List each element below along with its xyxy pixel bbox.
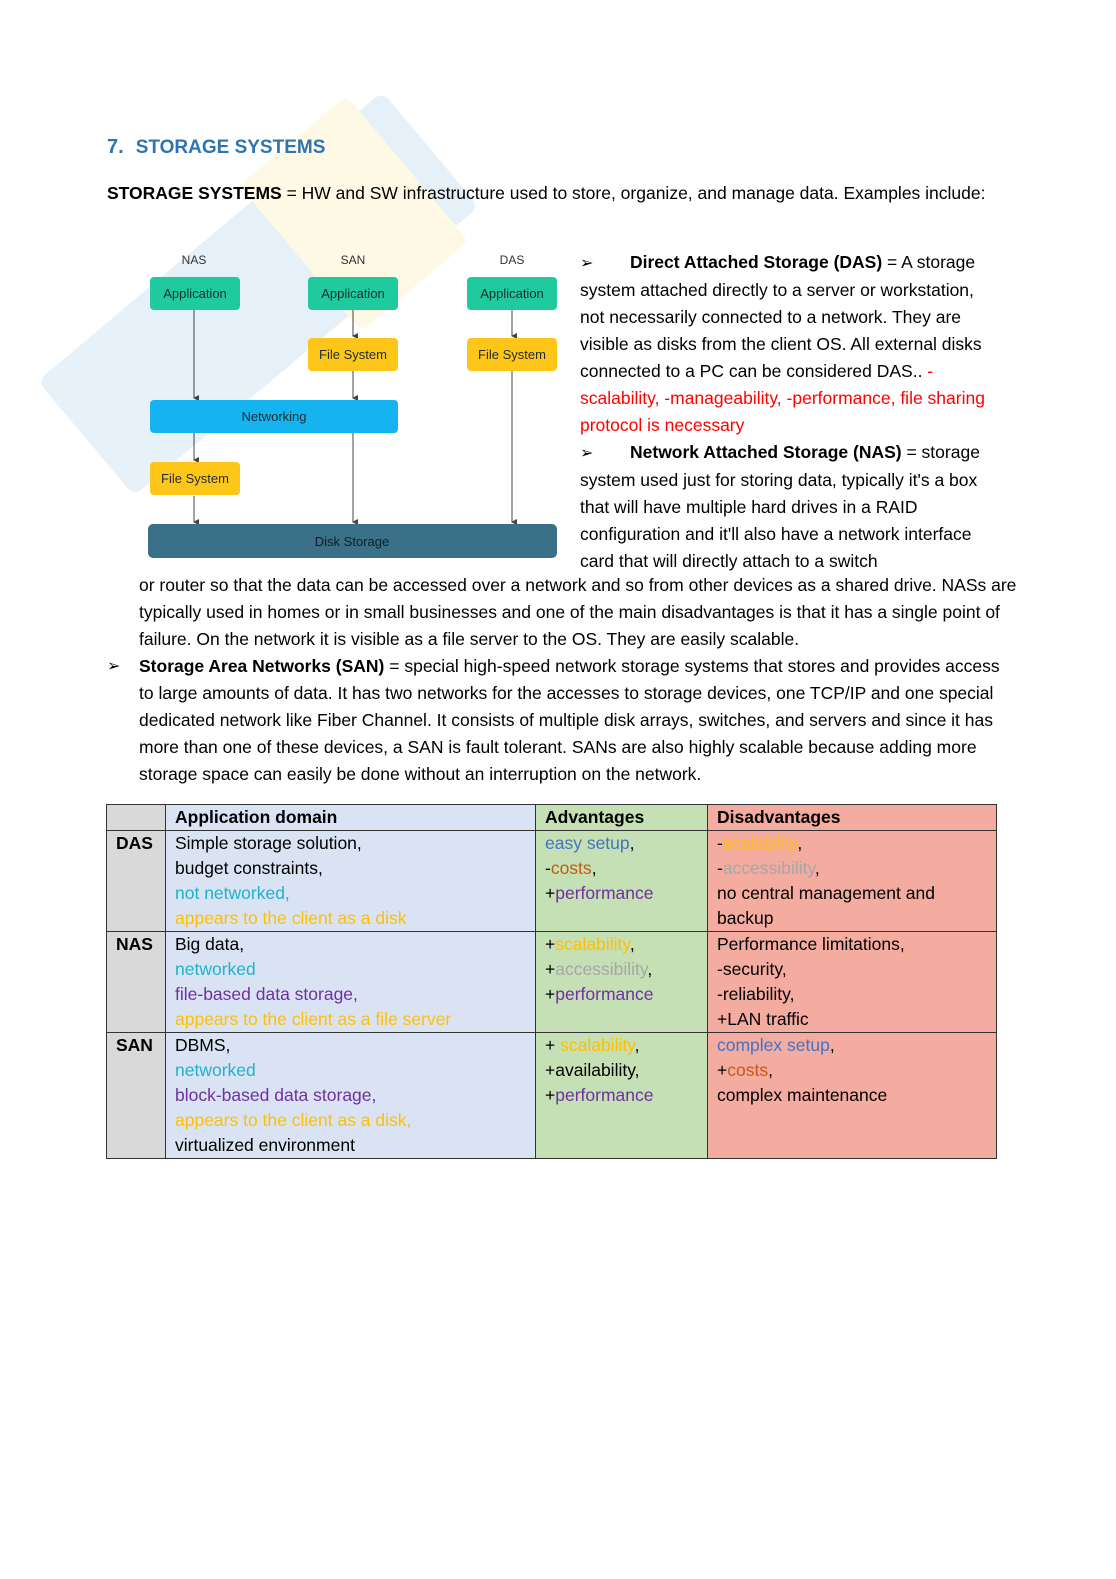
das-advantages xyxy=(536,831,708,932)
sign: + xyxy=(545,883,556,903)
table-row-das xyxy=(107,831,997,932)
san-app-line: DBMS, xyxy=(175,1035,231,1055)
header-advantages: Advantages xyxy=(536,805,708,831)
das-adv-2: costs xyxy=(550,858,592,878)
san-app-line: networked xyxy=(175,1060,256,1080)
das-description xyxy=(580,249,1000,439)
row-label-das: DAS xyxy=(107,831,166,932)
nas-continuation: or router so that the data can be accessed over a network and so from other devices as a shared drive. NASs are typically used in homes or in small businesses and one of the main disadvantages is that it has a single point of failure. On the network it is visible as a file server to the OS. They are easily scalable. xyxy=(139,575,1017,649)
nas-dis-line: -reliability, xyxy=(717,984,795,1004)
das-app-line: not networked, xyxy=(175,883,290,903)
san-application-label: Application xyxy=(321,286,385,301)
nas-application-label: Application xyxy=(163,286,227,301)
diagram-label-nas: NAS xyxy=(181,253,207,267)
punct: , xyxy=(629,934,635,954)
storage-diagram xyxy=(140,246,570,566)
sign: + xyxy=(545,984,556,1004)
san-disadvantages xyxy=(708,1033,997,1159)
das-text: = A storage system attached directly to a server or workstation, not necessarily connected to a network. They are visible as disks from the client OS. All external disks connected to a PC can be considered DAS.. xyxy=(580,252,982,381)
section-heading xyxy=(107,136,325,159)
das-dis-2: accessibility xyxy=(722,858,815,878)
san-description xyxy=(107,653,1017,788)
sign: + xyxy=(545,1035,561,1055)
nas-app-line: networked xyxy=(175,959,256,979)
das-term: Direct Attached Storage (DAS) xyxy=(630,252,883,272)
table-header-row xyxy=(107,805,997,831)
comparison-table xyxy=(106,804,997,1159)
nas-disadvantages xyxy=(708,932,997,1033)
nas-application-domain xyxy=(166,932,536,1033)
das-app-line: appears to the client as a disk xyxy=(175,908,407,928)
punct: , xyxy=(629,833,635,853)
san-app-line: appears to the client as a disk, xyxy=(175,1110,412,1130)
san-dis-1: complex setup xyxy=(717,1035,830,1055)
nas-term: Network Attached Storage (NAS) xyxy=(630,442,902,462)
das-application-label: Application xyxy=(480,286,544,301)
nas-advantages xyxy=(536,932,708,1033)
section-title: STORAGE SYSTEMS xyxy=(135,137,326,158)
san-adv-2: +availability, xyxy=(545,1060,640,1080)
section-number: 7. xyxy=(107,136,124,158)
san-dis-2: costs xyxy=(727,1060,769,1080)
das-application-domain xyxy=(166,831,536,932)
das-filesystem-label: File System xyxy=(478,347,546,362)
nas-app-line: Big data, xyxy=(175,934,245,954)
table-row-nas xyxy=(107,932,997,1033)
punct: , xyxy=(829,1035,835,1055)
nas-dis-line: +LAN traffic xyxy=(717,1009,809,1029)
punct: , xyxy=(591,858,597,878)
san-dis-3: complex maintenance xyxy=(717,1085,888,1105)
nas-adv-3: performance xyxy=(555,984,654,1004)
nas-adv-2: accessibility xyxy=(555,959,648,979)
header-application-domain: Application domain xyxy=(166,805,536,831)
nas-filesystem-label: File System xyxy=(161,471,229,486)
table-row-san xyxy=(107,1033,997,1159)
san-application-domain xyxy=(166,1033,536,1159)
punct: , xyxy=(768,1060,773,1080)
punct: , xyxy=(647,959,653,979)
das-disadvantages xyxy=(708,831,997,932)
nas-app-line: appears to the client as a file server xyxy=(175,1009,452,1029)
intro-term: STORAGE SYSTEMS xyxy=(107,183,282,203)
diagram-label-das: DAS xyxy=(499,253,525,267)
punct: , xyxy=(634,1035,640,1055)
header-cell-empty xyxy=(107,805,166,831)
nas-description xyxy=(580,439,1000,575)
sign: + xyxy=(545,1085,556,1105)
right-column xyxy=(580,249,1000,575)
networking-label: Networking xyxy=(241,409,307,424)
san-app-line: virtualized environment xyxy=(175,1135,355,1155)
sign: + xyxy=(545,959,556,979)
row-label-san: SAN xyxy=(107,1033,166,1159)
san-text: = special high-speed network storage systems that stores and provides access to large amounts of data. It has two networks for the accesses to storage devices, one TCP/IP and one special dedicated network like Fiber Channel. It consists of multiple disk arrays, switches, and servers and since it has more than one of these devices, a SAN is fault tolerant. SANs are also highly scalable because adding more storage space can easily be done without an interruption on the network. xyxy=(139,656,1000,784)
punct: , xyxy=(797,833,803,853)
header-disadvantages: Disadvantages xyxy=(708,805,997,831)
sign: - xyxy=(717,833,723,853)
sign: - xyxy=(545,858,551,878)
sign: - xyxy=(717,858,723,878)
sign: + xyxy=(717,1060,728,1080)
nas-text: = storage system used just for storing data, typically it's a box that will have multiple hard drives in a RAID configuration and it'll also have a network interface card that will directly attach to a switch xyxy=(580,442,980,571)
das-cons: -scalability, -manageability, -performance, file sharing protocol is necessary xyxy=(580,361,985,435)
intro-paragraph xyxy=(107,180,987,207)
san-term: Storage Area Networks (SAN) xyxy=(139,656,385,676)
san-app-line: block-based data storage, xyxy=(175,1085,377,1105)
nas-dis-line: Performance limitations, xyxy=(717,934,905,954)
bullet-arrow-icon: ➢ xyxy=(107,658,121,675)
diagram-label-san: SAN xyxy=(340,253,366,267)
nas-app-line: file-based data storage, xyxy=(175,984,358,1004)
nas-adv-1: scalability xyxy=(555,934,630,954)
san-adv-3: performance xyxy=(555,1085,654,1105)
intro-text: = HW and SW infrastructure used to store, organize, and manage data. Examples include: xyxy=(281,183,986,203)
san-advantages xyxy=(536,1033,708,1159)
nas-dis-line: -security, xyxy=(717,959,787,979)
san-adv-1: scalability xyxy=(560,1035,635,1055)
sign: + xyxy=(545,934,556,954)
punct: , xyxy=(814,858,820,878)
das-app-line: budget constraints, xyxy=(175,858,323,878)
bullet-arrow-icon: ➢ xyxy=(580,445,594,462)
disk-storage-label: Disk Storage xyxy=(314,534,390,549)
das-app-line: Simple storage solution, xyxy=(175,833,362,853)
bullet-arrow-icon: ➢ xyxy=(580,255,594,272)
das-dis-3: no central management and backup xyxy=(717,883,935,928)
das-adv-3: performance xyxy=(555,883,654,903)
das-adv-1: easy setup xyxy=(545,833,630,853)
das-dis-1: scalability xyxy=(722,833,798,853)
san-filesystem-label: File System xyxy=(319,347,387,362)
row-label-nas: NAS xyxy=(107,932,166,1033)
